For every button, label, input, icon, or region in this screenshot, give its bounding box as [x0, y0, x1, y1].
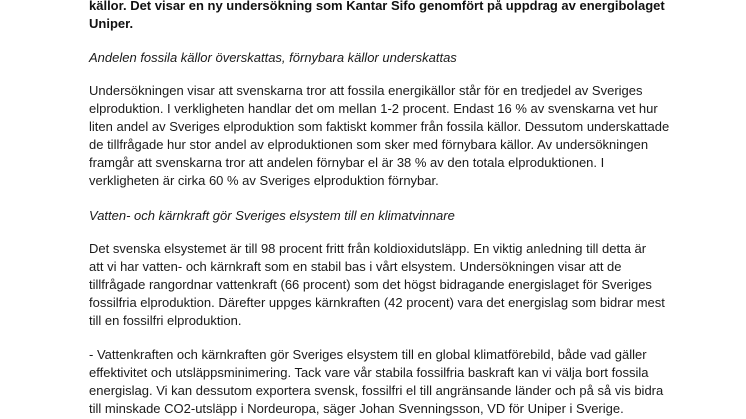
paragraph-line: verkligheten är cirka 60 % av Sveriges elproduktion förnybar. [89, 173, 439, 188]
section-heading: Vatten- och kärnkraft gör Sveriges elsystem till en klimatvinnare [89, 208, 455, 223]
paragraph-line: att vi har vatten- och kärnkraft som en stabil bas i vårt elsystem. Undersökningen visar att de [89, 259, 622, 274]
quote-line: energislag. Vi kan dessutom exportera svensk, fossilfri el till angränsande länder och på så vis bidra [89, 383, 664, 398]
quote-line: till minskade CO2-utsläpp i Nordeuropa, säger Johan Svenningsson, VD för Uniper i Sverige. [89, 401, 624, 416]
quote-line: effektivitet och utsläppsminimering. Tack vare vår stabila fossilfria baskraft kan vi välja bort fossila [89, 365, 649, 380]
paragraph-line: Det svenska elsystemet är till 98 procent fritt från koldioxidutsläpp. En viktig anledning till detta är [89, 241, 647, 256]
paragraph-line: de tillfrågade hur stor andel av elproduktionen som sker med förnybara källor. Av undersökningen [89, 137, 649, 152]
quote-line: - Vattenkraften och kärnkraften gör Sveriges elsystem till en global klimatförebild, både vad gäller [89, 347, 647, 362]
intro-line: Uniper. [89, 16, 134, 31]
paragraph-line: fossilfria elproduktion. Därefter uppges kärnkraften (42 procent) vara det energislag som bidrar mest [89, 295, 665, 310]
paragraph-line: framgår att svenskarna tror att andelen förnybar el är 38 % av den totala elproduktionen. I [89, 155, 605, 170]
paragraph-line: Undersökningen visar att svenskarna tror att fossila energikällor står för en tredjedel av Sveriges [89, 83, 643, 98]
section-heading: Andelen fossila källor överskattas, förnybara källor underskattas [89, 50, 457, 65]
paragraph-line: tillfrågade rangordnar vattenkraft (66 procent) som det högst bidragande energislaget för Sveriges [89, 277, 652, 292]
paragraph-line: till en fossilfri elproduktion. [89, 313, 242, 328]
intro-line: källor. Det visar en ny undersökning som Kantar Sifo genomfört på uppdrag av energibolaget [89, 0, 665, 13]
paragraph-line: elproduktion. I verkligheten handlar det om mellan 1-2 procent. Endast 16 % av svenskarna vet hur [89, 101, 658, 116]
paragraph-line: liten andel av Sveriges elproduktion som faktiskt kommer från fossila källor. Dessutom underskattade [89, 119, 670, 134]
